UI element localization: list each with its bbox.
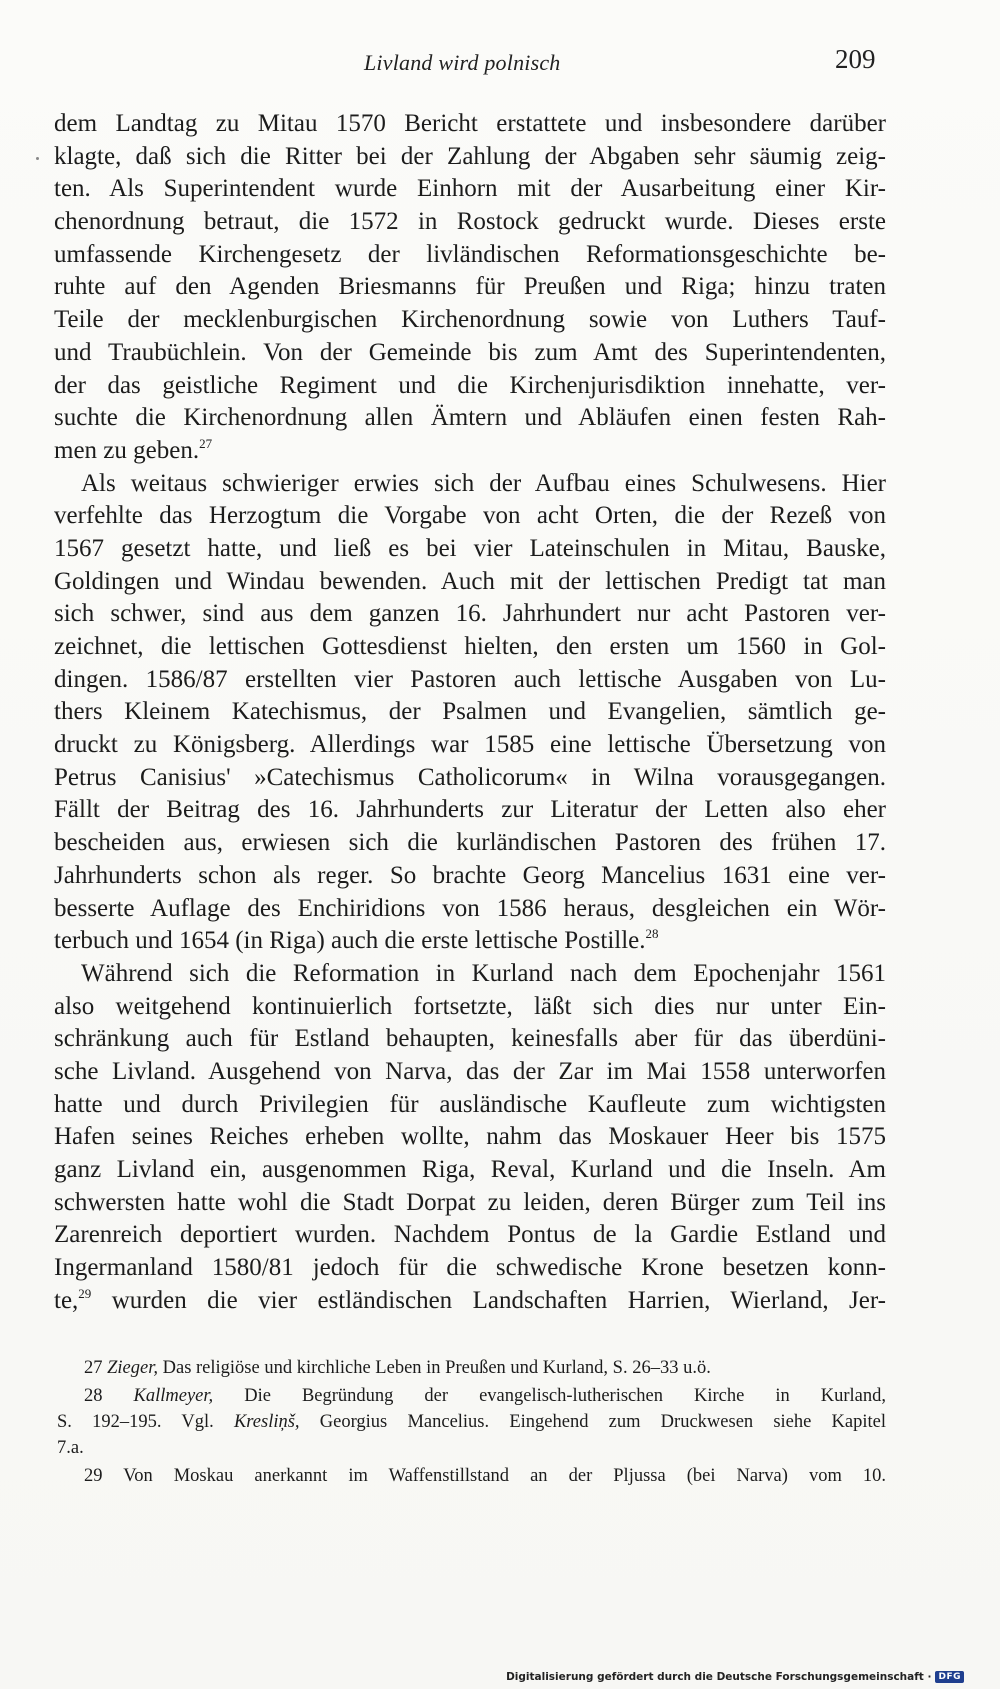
text-line: ten. Als Superintendent wurde Einhorn mit der Ausarbeitung einer Kir- [54, 175, 886, 203]
text-line: dem Landtag zu Mitau 1570 Bericht erstattete und insbesondere darüber [54, 110, 886, 137]
text-line: druckt zu Königsberg. Allerdings war 1585 eine lettische Übersetzung von [54, 731, 886, 759]
text-line: klagte, daß sich die Ritter bei der Zahlung der Abgaben sehr säumig zeig- [54, 142, 886, 170]
text-line: umfassende Kirchengesetz der livländischen Reformationsgeschichte be- [54, 240, 886, 268]
text-line: sche Livland. Ausgehend von Narva, das der Zar im Mai 1558 unterworfen [54, 1057, 886, 1085]
text-line: Fällt der Beitrag des 16. Jahrhunderts zur Literatur der Letten also eher [54, 796, 886, 824]
text-line: also weitgehend kontinuierlich fortsetzte, läßt sich dies nur unter Ein- [54, 992, 886, 1020]
text-line: Ingermanland 1580/81 jedoch für die schwedische Krone besetzen konn- [54, 1254, 886, 1282]
text-line: schränkung auch für Estland behaupten, keinesfalls aber für das überdüni- [54, 1025, 886, 1053]
text-line-content: wurden die vier estländischen Landschaften Harrien, Wierland, Jer- [91, 1286, 886, 1314]
running-header: Livland wird polnisch [364, 50, 561, 75]
text-line: dingen. 1586/87 erstellten vier Pastoren auch lettische Ausgaben von Lu- [54, 665, 886, 693]
text-line-content: men zu geben. [54, 436, 200, 464]
text-line: der das geistliche Regiment und die Kirchenjurisdiktion innehatte, ver- [54, 371, 886, 399]
footnote-author: Kallmeyer, [133, 1386, 214, 1406]
text-line: schwersten hatte wohl die Stadt Dorpat zu leiden, deren Bürger zum Teil ins [54, 1188, 886, 1216]
footnote-29 [84, 1463, 886, 1489]
text-line: 1567 gesetzt hatte, und ließ es bei vier Lateinschulen in Mitau, Bauske, [54, 534, 886, 562]
text-line: Teile der mecklenburgischen Kirchenordnung sowie von Luthers Tauf- [54, 306, 886, 334]
text-line: ganz Livland ein, ausgenommen Riga, Reval, Kurland und die Inseln. Am [54, 1156, 886, 1183]
text-line: besserte Auflage des Enchiridions von 1586 heraus, desgleichen ein Wör- [54, 894, 886, 922]
text-line: Zarenreich deportiert wurden. Nachdem Pontus de la Gardie Estland und [54, 1221, 886, 1249]
text-line: ruhte auf den Agenden Briesmanns für Preußen und Riga; hinzu traten [54, 273, 886, 301]
text-line: Hafen seines Reiches erheben wollte, nahm das Moskauer Heer bis 1575 [54, 1123, 886, 1151]
footnote-ref[interactable]: 29 [78, 1285, 92, 1301]
text-line: hatte und durch Privilegien für ausländische Kaufleute zum wichtigsten [54, 1090, 886, 1118]
scan-speck [36, 157, 39, 160]
footnote-28-cont: 7.a. [57, 1438, 84, 1458]
footnote-number: 27 [84, 1358, 103, 1378]
text-line: verfehlte das Herzogtum die Vorgabe von acht Orten, die der Rezeß von [54, 502, 886, 530]
footnote-28-cont [57, 1409, 886, 1435]
footnote-number: 28 [84, 1386, 103, 1406]
footnote-text: Die Begründung der evangelisch-lutherischen Kirche in Kurland, [244, 1386, 887, 1406]
text-line-content: terbuch und 1654 (in Riga) auch die erste lettische Postille. [54, 927, 646, 955]
footnote-text: Von Moskau anerkannt im Waffenstillstand an der Pljussa (bei Narva) vom 10. [123, 1466, 886, 1486]
dfg-logo-icon: DFG [935, 1671, 964, 1683]
text-line [54, 925, 886, 958]
credit-text: Digitalisierung gefördert durch die Deutsche Forschungsgemeinschaft · [506, 1671, 932, 1683]
footnote-author: Zieger, [107, 1358, 158, 1378]
text-line: chenordnung betraut, die 1572 in Rostock gedruckt wurde. Dieses erste [54, 208, 886, 236]
footnote-27 [84, 1355, 886, 1381]
text-line [54, 1285, 886, 1318]
page-number: 209 [835, 44, 876, 74]
text-line [54, 435, 886, 468]
footnote-text: S. 192–195. Vgl. [57, 1412, 214, 1432]
text-line: sich schwer, sind aus dem ganzen 16. Jahrhundert nur acht Pastoren ver- [54, 600, 886, 628]
footnote-ref[interactable]: 27 [199, 435, 213, 451]
footnote-28 [84, 1383, 886, 1409]
footnote-author: Kresliņš, [233, 1412, 300, 1432]
paragraph-start: Als weitaus schwieriger erwies sich der Aufbau eines Schulwesens. Hier [81, 469, 886, 497]
footnote-ref[interactable]: 28 [645, 926, 659, 942]
footnote-text: Das religiöse und kirchliche Leben in Preußen und Kurland, S. 26–33 u.ö. [162, 1358, 711, 1378]
text-line: Petrus Canisius' »Catechismus Catholicorum« in Wilna vorausgegangen. [54, 763, 886, 791]
text-line: bescheiden aus, erwiesen sich die kurländischen Pastoren des frühen 17. [54, 829, 886, 857]
paragraph-start: Während sich die Reformation in Kurland nach dem Epochenjahr 1561 [81, 959, 886, 987]
text-line: suchte die Kirchenordnung allen Ämtern und Abläufen einen festen Rah- [54, 404, 886, 432]
body-text [54, 108, 886, 1317]
text-line: thers Kleinem Katechismus, der Psalmen und Evangelien, sämtlich ge- [54, 698, 886, 726]
text-line: Jahrhunderts schon als reger. So brachte Georg Mancelius 1631 eine ver- [54, 861, 886, 889]
footnote-number: 29 [84, 1466, 103, 1486]
text-line-content: te, [54, 1286, 79, 1314]
text-line: Goldingen und Windau bewenden. Auch mit der lettischen Predigt tat man [54, 567, 886, 595]
text-line: und Traubüchlein. Von der Gemeinde bis zum Amt des Superintendenten, [54, 338, 886, 366]
footnote-text: Georgius Mancelius. Eingehend zum Druckwesen siehe Kapitel [319, 1412, 887, 1432]
digitization-credit [506, 1671, 964, 1683]
footnotes [57, 1355, 887, 1489]
text-line: zeichnet, die lettischen Gottesdienst hielten, den ersten um 1560 in Gol- [54, 633, 886, 660]
